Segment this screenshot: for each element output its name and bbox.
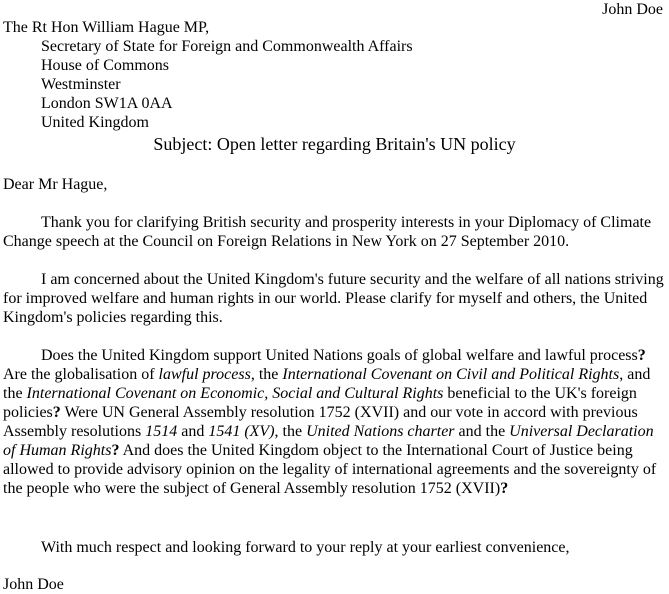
p3-italic: lawful process xyxy=(158,366,251,383)
recipient-line: Secretary of State for Foreign and Commonwealth Affairs xyxy=(41,38,413,55)
question-mark: ? xyxy=(500,480,509,497)
p3-italic: International Covenant on Economic, Social and Cultural Rights xyxy=(26,385,444,402)
salutation: Dear Mr Hague, xyxy=(3,176,108,193)
p3-italic: 1541 (XV) xyxy=(208,423,275,440)
paragraph-2: I am concerned about the United Kingdom's future security and the welfare of all nations striving for improved welfare and human rights in our world. Please clarify for myself and others, the United Kingdom's policies regarding this. xyxy=(3,271,664,326)
p3-text: Were UN General Assembly resolution 1752 (XVII) and our vote in accord with previous Assembly resolutions xyxy=(3,404,638,440)
p3-italic: United Nations charter xyxy=(306,423,455,440)
recipient-line: Westminster xyxy=(41,76,121,93)
p3-text: Does the United Kingdom support United Nations goals of global welfare and lawful process xyxy=(41,347,638,364)
p3-text: and xyxy=(177,423,209,440)
p3-italic: 1514 xyxy=(145,423,178,440)
p3-italic: Universal Declaration of Human Rights xyxy=(3,423,654,459)
p3-text: , the xyxy=(250,366,283,383)
recipient-address xyxy=(3,18,413,132)
question-mark: ? xyxy=(111,442,120,459)
p3-text: and the xyxy=(454,423,510,440)
subject-line: Subject: Open letter regarding Britain's UN policy xyxy=(153,134,516,154)
paragraph-1: Thank you for clarifying British security and prosperity interests in your Diplomacy of Climate Change speech at the Council on Foreign Relations in New York on 27 September 2010. xyxy=(3,214,652,250)
p3-text: And does the United Kingdom object to the International Court of Justice being allowed to provide advisory opinion on the legality of international agreements and the sovereignty of the people who were the subject of General Assembly resolution 1752 (XVII) xyxy=(3,442,657,497)
question-mark: ? xyxy=(52,404,61,421)
recipient-name: The Rt Hon William Hague MP, xyxy=(3,19,210,36)
p3-text: beneficial to the UK's foreign policies xyxy=(3,385,637,421)
question-mark: ? xyxy=(637,347,646,364)
p3-text: , and the xyxy=(3,366,651,402)
recipient-line: House of Commons xyxy=(41,57,169,74)
recipient-line: United Kingdom xyxy=(41,114,149,131)
paragraph-3 xyxy=(3,346,667,498)
p3-italic: International Covenant on Civil and Political Rights xyxy=(282,366,620,383)
recipient-line: London SW1A 0AA xyxy=(41,95,173,112)
signoff-name: John Doe xyxy=(3,576,64,593)
paragraph-4: With much respect and looking forward to your reply at your earliest convenience, xyxy=(41,539,570,556)
p3-text: , the xyxy=(274,423,307,440)
sender-name-header: John Doe xyxy=(602,1,663,18)
p3-text: Are the globalisation of xyxy=(3,366,159,383)
